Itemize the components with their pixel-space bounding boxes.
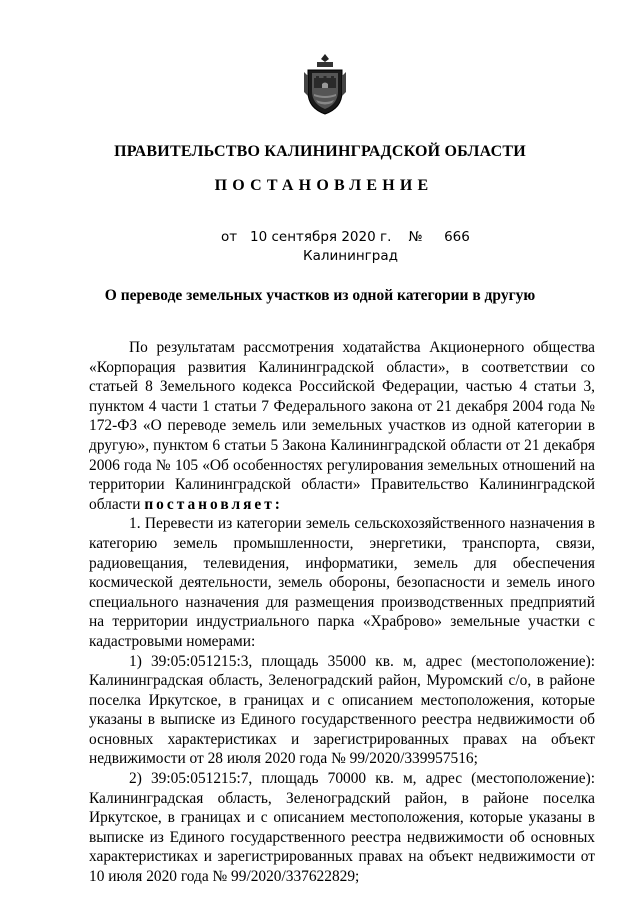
date-prefix: от	[221, 229, 238, 245]
decree-word: постановляет:	[144, 495, 283, 513]
document-body	[89, 338, 595, 887]
coat-of-arms-emblem	[302, 52, 348, 116]
city: Калининград	[303, 248, 398, 264]
government-title: ПРАВИТЕЛЬСТВО КАЛИНИНГРАДСКОЙ ОБЛАСТИ	[114, 143, 526, 160]
document-type: ПОСТАНОВЛЕНИЕ	[214, 177, 434, 194]
number-sign: №	[408, 229, 423, 245]
intro-text: По результатам рассмотрения ходатайства Акционерного общества «Корпорация развития Калининградской области», в соответствии со статьей 8 Земельного кодекса Российской Федерации, частью 4 статьи 3, пунктом 4 части 1 статьи 7 Федерального закона от 21 декабря 2004 года № 172-ФЗ «О переводе земель или земельных участков из одной категории в другую», пунктом 6 статьи 5 Закона Калининградской области от 21 декабря 2006 года № 105 «Об особенностях регулирования земельных отношений на территории Калининградской области» Правительство Калининградской области	[89, 339, 595, 513]
subitem-1-paragraph: 1) 39:05:051215:3, площадь 35000 кв. м, адрес (местоположение): Калининградская область, Зеленоградский район, Муромский с/о, в районе поселка Иркутское, в границах и с описанием местоположения, которые указаны в выписке из Единого государственного реестра недвижимости об основных характеристиках и зарегистрированных правах на объект недвижимости от 28 июля 2020 года № 99/2020/339957516;	[89, 652, 595, 768]
item-1-paragraph: 1. Перевести из категории земель сельскохозяйственного назначения в категорию земель промышленности, энергетики, транспорта, связи, радиовещания, телевидения, информатики, земель для обеспечения космической деятельности, земель обороны, безопасности и земель иного специального назначения для размещения производственных предприятий на территории индустриального парка «Храброво» земельные участки с кадастровыми номерами:	[89, 515, 595, 650]
document-subject: О переводе земельных участков из одной категории в другую	[104, 287, 536, 304]
date-number-line	[221, 229, 470, 245]
document-date: 10 сентября 2020 г.	[250, 229, 392, 245]
intro-paragraph	[89, 338, 595, 514]
document-number: 666	[444, 229, 470, 245]
subitem-2-paragraph: 2) 39:05:051215:7, площадь 70000 кв. м, адрес (местоположение): Калининградская область, Зеленоградский район, в районе поселка Иркутское, в границах и с описанием местоположения, которые указаны в выписке из Единого государственного реестра недвижимости об основных характеристиках и зарегистрированных правах на объект недвижимости от 10 июля 2020 года № 99/2020/337622829;	[89, 770, 595, 886]
